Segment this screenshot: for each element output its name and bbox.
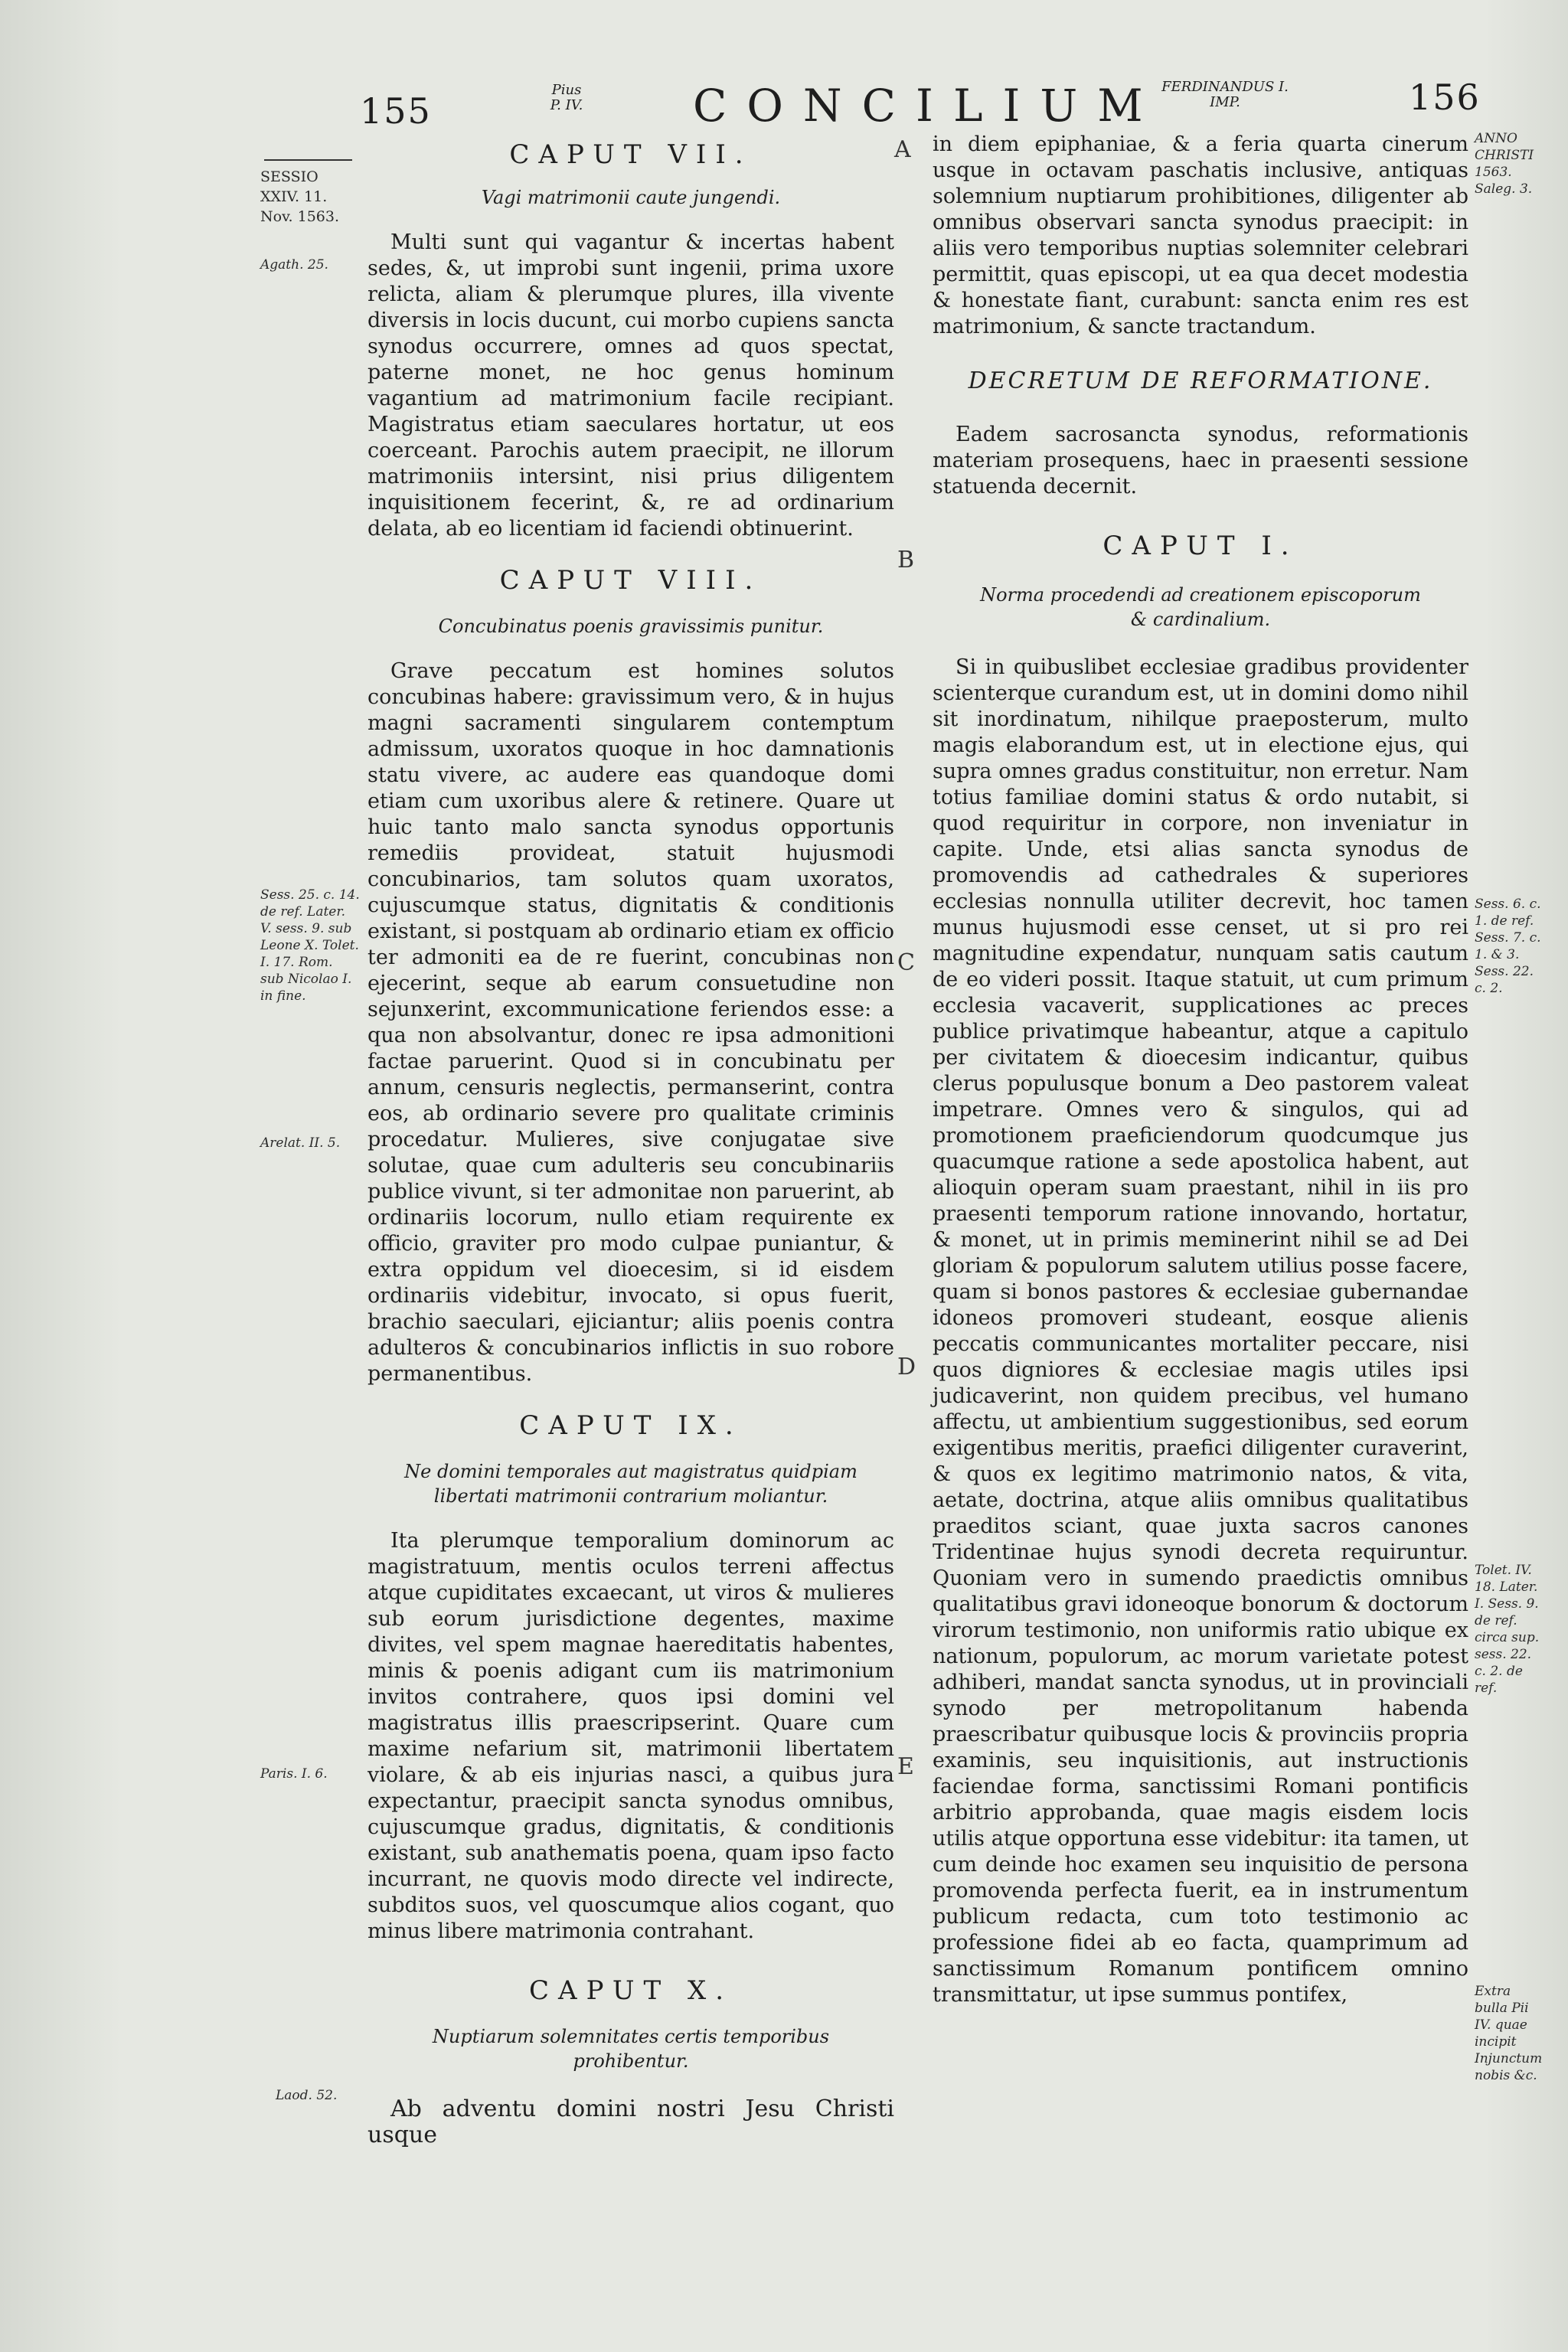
- margin-note-later: Sess. 25. c. 14. de ref. Later. V. sess. 9. sub Leone X. Tolet. I. 17. Rom. sub Nicolao I. in fine.: [260, 887, 360, 1004]
- margin-note-arelat: Arelat. II. 5.: [260, 1135, 341, 1151]
- margin-note-laod: Laod. 52.: [276, 2088, 338, 2103]
- reform-chapter-1-heading: CAPUT I.: [1102, 531, 1298, 561]
- page-edge-left: [0, 0, 122, 2352]
- reform-chapter-1-text: Si in quibuslibet ecclesiae gradibus providenter scienterque curandum est, ut in domini domo nihil sit inordinatum, nihilque praeposterum, multo magis elaborandum est, ut in electione ejus, qui supra omnes gradus constituitur, non erretur. Nam totius familiae domini status & ordo nutabit, si quod requiritur in corpore, non inveniatur in capite. Unde, etsi alias sancta synodus de promovendis ad cathedrales & superiores ecclesias nonnulla utiliter decrevit, hoc tamen munus hujusmodi esse censet, ut si pro rei magnitudine expendatur, nunquam satis cautum de eo videri possit. Itaque statuit, ut cum primum ecclesia vacaverit, supplicationes ac preces publice privatimque habeantur, atque a capitulo per civitatem & dioecesim indicantur, quibus clerus populusque bonum a Deo pastorem valeat impetrare. Omnes vero & singulos, qui ad promotionem praeficiendorum quodcumque jus quacumque ratione a sede apostolica habent, aut alioquin operam suam praestant, nihil in iis pro praesenti temporum ratione innovando, hortatur, & monet, ut in primis meminerint nihil se ad Dei gloriam & populorum salutem utilius posse facere, quam si bonos pastores & ecclesiae gubernandae idoneos promoveri studeant, eosque alienis peccatis communicantes mortaliter peccare, nisi quos digniores & ecclesiae magis utiles ipsi judicaverint, non quidem precibus, vel humano affectu, ut ambientium suggestionibus, sed eorum exigentibus meritis, praefici diligenter curaverint, & quos ex legitimo matrimonio natos, & vita, aetate, doctrina, atque aliis omnibus qualitatibus praeditos sciant, quae juxta sacros canones Tridentinae hujus synodi decreta requiruntur. Quoniam vero in sumendo praedictis omnibus qualitatibus gravi idoneoque bonorum & doctorum virorum testimonio, non uniformis ratio ubique ex nationum, populorum, ac morum varietate potest adhiberi, mandat sancta synodus, ut in provinciali synodo per metropolitanum habenda praescribatur quibusque locis & provinciis propria examinis, seu inquisitionis, aut instructionis faciendae forma, sanctissimi Romani pontificis arbitrio approbanda, quae magis eisdem locis utilis atque opportuna esse videbitur: ita tamen, ut cum deinde hoc examen seu inquisitio de persona promovenda perfecta fuerit, ea in instrumentum publicum redacta, cum toto testimonio ac professione fidei ab eo facta, quamprimum ad sanctissimum Romanum pontificem omnino transmittatur, ut ipse summus pontifex,: [933, 655, 1468, 2007]
- chapter-10-subtitle: Nuptiarum solemnitates certis temporibus prohibentur.: [432, 2026, 830, 2072]
- running-title: CONCILIUM: [693, 80, 1163, 132]
- chapter-7-subtitle: Vagi matrimonii caute jungendi.: [481, 187, 781, 208]
- section-letter-d: D: [897, 1354, 916, 1380]
- section-letter-e: E: [897, 1753, 914, 1780]
- chapter-10-continued: in diem epiphaniae, & a feria quarta cinerum usque in octavam paschatis inclusive, antiquas solemnium nuptiarum prohibitiones, diligenter ab omnibus observari sancta synodus praecipit: in aliis vero temporibus nuptias solemniter celebrari permittit, quas episcopi, ut ea qua decet modestia & honestate fiant, curabunt: sancta enim res est matrimonium, & sancte tractandum.: [933, 132, 1468, 338]
- margin-note-anno: ANNO CHRISTI 1563. Saleg. 3.: [1475, 131, 1534, 197]
- header-pope-name: Pius: [551, 82, 582, 98]
- chapter-7-heading: CAPUT VII.: [509, 139, 753, 170]
- page-number-left: 155: [360, 90, 432, 132]
- margin-note-session: SESSIO XXIV. 11. Nov. 1563.: [260, 168, 340, 225]
- chapter-8-text: Grave peccatum est homines solutos concubinas habere: gravissimum vero, & in hujus magni sacramenti singularem contemptum admissum, uxoratos quoque in hoc damnationis statu vivere, ac audere eas quandoque domi etiam cum uxoribus alere & retinere. Quare ut huic tanto malo sancta synodus opportunis remediis provideat, statuit hujusmodi concubinarios, tam solutos quam uxoratos, cujuscumque status, dignitatis & conditionis existant, si postquam ab ordinario etiam ex officio ter admoniti ea de re fuerint, concubinas non ejecerint, seque ab earum consuetudine non sejunxerint, excommunicatione feriendos esse: a qua non absolvantur, donec re ipsa admonitioni factae paruerint. Quod si in concubinatu per annum, censuris neglectis, permanserint, contra eos, ab ordinario severe pro qualitate criminis procedatur. Mulieres, sive conjugatae sive solutae, quae cum adulteris seu concubinariis publice vivunt, si ter admonitae non paruerint, ab ordinariis locorum, nullo etiam requirente ex officio, graviter pro modo culpae puniantur, & extra oppidum vel dioecesim, si id eisdem ordinariis videbitur, invocato, si opus fuerit, brachio saeculari, ejiciantur; aliis poenis contra adulteros & concubinarios inflictis in suo robore permanentibus.: [368, 659, 894, 1386]
- left-column: [368, 139, 894, 2148]
- chapter-8-heading: CAPUT VIII.: [499, 565, 763, 596]
- section-letter-a: A: [894, 136, 911, 163]
- section-letter-b: B: [897, 547, 915, 573]
- margin-rule: [264, 159, 352, 161]
- header-pope: [521, 83, 612, 113]
- margin-note-bulla: Extra bulla Pii IV. quae incipit Injunctum nobis &c.: [1475, 1984, 1543, 2083]
- section-letter-c: C: [897, 949, 915, 976]
- chapter-9-text: Ita plerumque temporalium dominorum ac magistratuum, mentis oculos terreni affectus atque cupiditates excaecant, ut viros & mulieres sub eorum jurisdictione degentes, maxime divites, vel spem magnae haereditatis habentes, minis & poenis adigant cum iis matrimonium invitos contrahere, quos ipsi domini vel magistratus illis praescripserint. Quare cum maxime nefarium sit, matrimonii libertatem violare, & ab eis injurias nasci, a quibus jura expectantur, praecipit sancta synodus omnibus, cujuscumque gradus, dignitatis, & conditionis existant, sub anathematis poena, quam ipso facto incurrant, ne quovis modo directe vel indirecte, subditos suos, vel quoscumque alios cogant, quo minus libere matrimonia contrahant.: [368, 1529, 894, 1943]
- chapter-10-heading: CAPUT X.: [529, 1975, 733, 2006]
- margin-note-tolet: Tolet. IV. 18. Later. I. Sess. 9. de ref. circa sup. sess. 22. c. 2. de ref.: [1475, 1563, 1540, 1696]
- margin-note-paris: Paris. I. 6.: [260, 1766, 328, 1782]
- reform-chapter-1-subtitle: Norma procedendi ad creationem episcoporum & cardinalium.: [980, 584, 1421, 630]
- decree-reform-text: Eadem sacrosancta synodus, reformationis materiam prosequens, haec in praesenti sessione statuenda decernit.: [933, 423, 1468, 498]
- chapter-7-text: Multi sunt qui vagantur & incertas habent sedes, &, ut improbi sunt ingenii, prima uxore relicta, aliam & plerumque plures, illa vivente diversis in locis ducunt, cui morbo cupiens sancta synodus occurrere, omnes ad quos spectat, paterne monet, ne hoc genus hominum vagantium ad matrimonium facile recipiant. Magistratus etiam saeculares hortatur, ut eos coerceant. Parochis autem praecipit, ne illorum matrimoniis intersint, nisi prius diligentem inquisitionem fecerint, &, re ad ordinarium delata, ab eo licentiam id faciendi obtinuerint.: [368, 230, 894, 541]
- chapter-9-heading: CAPUT IX.: [519, 1410, 743, 1441]
- chapter-8-subtitle: Concubinatus poenis gravissimis punitur.: [438, 616, 824, 637]
- header-emperor-sub: IMP.: [1210, 94, 1240, 110]
- page-number-right: 156: [1409, 77, 1481, 118]
- right-column: [933, 132, 1468, 2008]
- header-pope-sub: P. IV.: [550, 97, 583, 113]
- margin-note-agath: Agath. 25.: [260, 257, 328, 273]
- decree-reform-heading: DECRETUM DE REFORMATIONE.: [968, 368, 1433, 394]
- chapter-10-text: Ab adventu domini nostri Jesu Christi usque: [368, 2096, 894, 2148]
- chapter-9-subtitle: Ne domini temporales aut magistratus quidpiam libertati matrimonii contrarium moliantur.: [404, 1461, 858, 1507]
- header-emperor-name: FERDINANDUS I.: [1161, 79, 1289, 95]
- header-emperor: [1148, 80, 1302, 110]
- margin-note-sess-ref: Sess. 6. c. 1. de ref. Sess. 7. c. 1. & 3. Sess. 22. c. 2.: [1475, 897, 1541, 996]
